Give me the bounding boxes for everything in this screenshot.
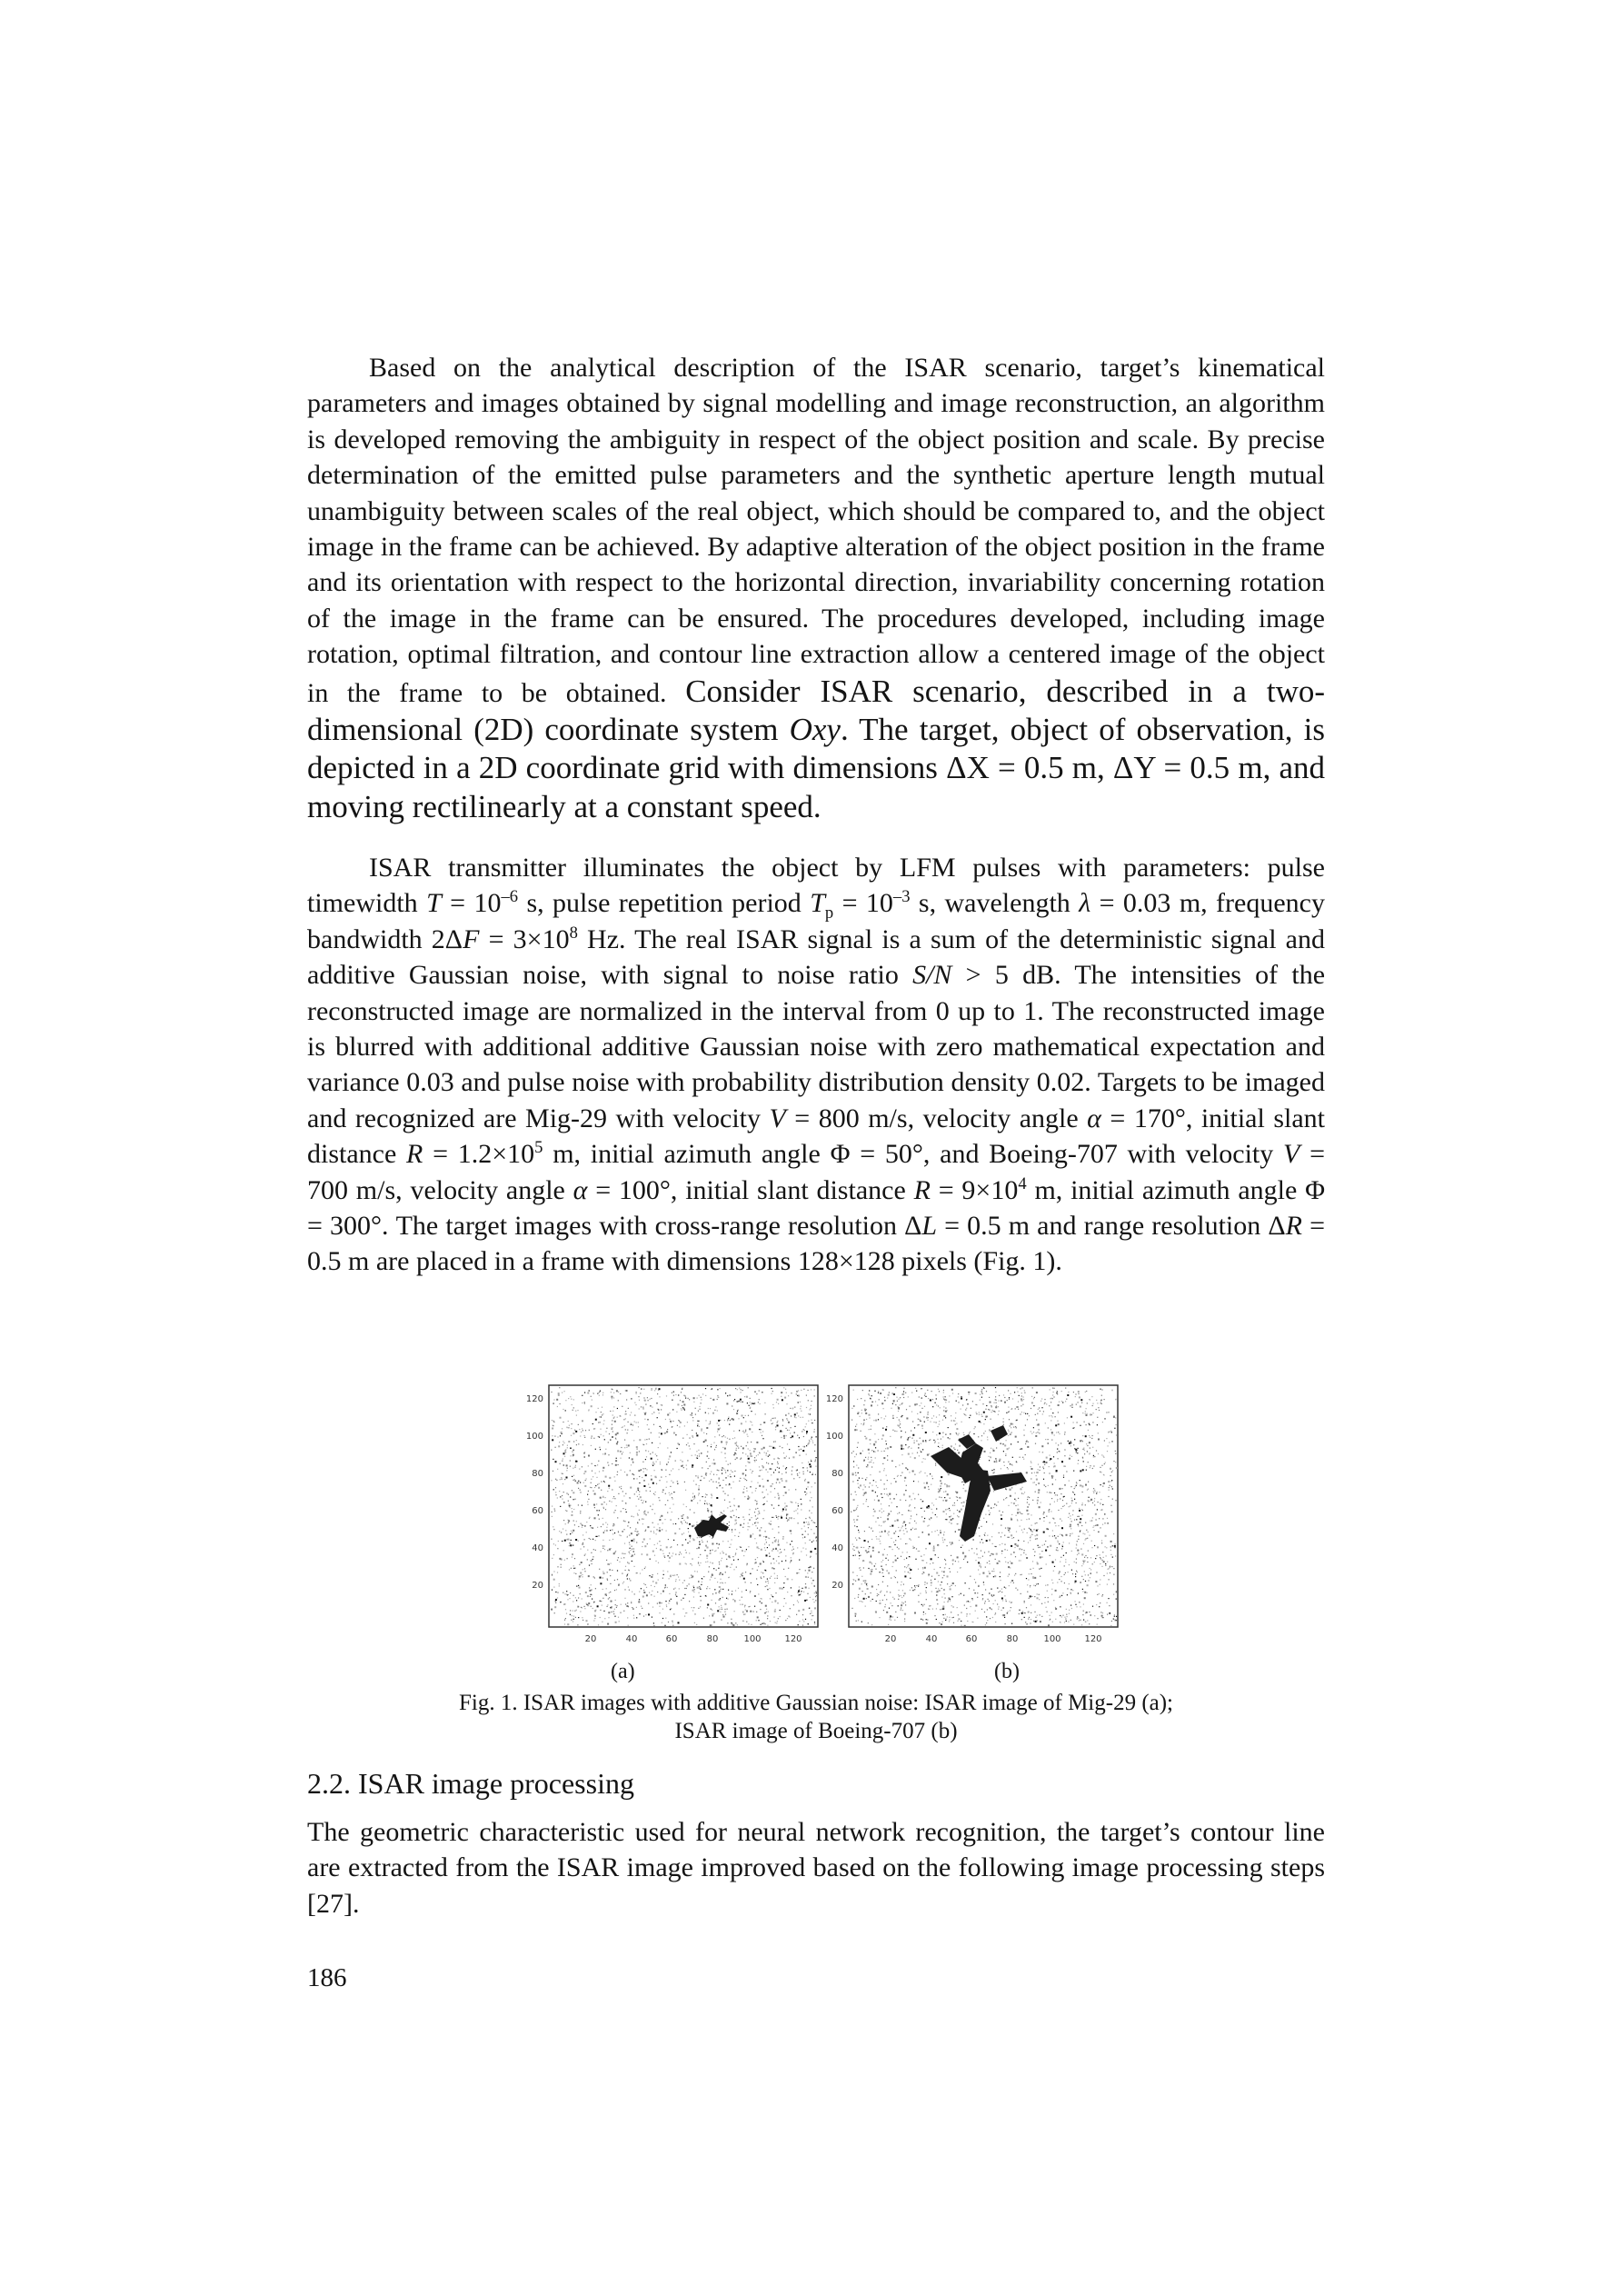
xtick-label: 100 xyxy=(1043,1634,1061,1644)
p2-text: > 5 dB. The intensities of the reconstructed image are normalized in the interval from 0 up to 1. The reconstructed image is blurred with additional additive Gaussian noise with zero mathematical expectation and variance 0.03 and pulse noise with probability distribution density 0.02. Targets to be imaged and recognized are Mig-29 with velocity xyxy=(307,960,1326,1133)
p2-text: = 0.5 m and range resolution Δ xyxy=(937,1211,1286,1242)
figure-1 xyxy=(522,1382,1121,1654)
exponent: 5 xyxy=(534,1138,543,1158)
p2-text: = 1.2×10 xyxy=(423,1139,535,1170)
ytick-label: 80 xyxy=(532,1469,543,1479)
symbol-V: V xyxy=(1283,1139,1300,1170)
symbol-SN: S/N xyxy=(912,960,952,991)
p2-text: = 170°, initial slant distance xyxy=(307,1103,1325,1170)
paragraph-3-body: The geometric characteristic used for neural network recognition, the target’s contour line are extracted from the ISAR image improved based on the following image processing steps [27]. xyxy=(307,1817,1325,1919)
paragraph-1-body xyxy=(307,350,1325,826)
p2-text: = 10 xyxy=(441,888,502,919)
xtick-label: 60 xyxy=(965,1634,978,1644)
caption-line-2: ISAR image of Boeing-707 (b) xyxy=(674,1719,958,1743)
isar-image-mig29 xyxy=(522,1382,821,1654)
p2-text: = 10 xyxy=(833,888,893,919)
page-number: 186 xyxy=(307,1963,347,1992)
p2-text: ISAR transmitter illuminates the object by LFM pulses with parameters: pulse timewidth xyxy=(307,853,1325,919)
ytick-label: 20 xyxy=(532,1581,543,1591)
xtick-label: 40 xyxy=(625,1634,638,1644)
figure-panel-b xyxy=(821,1382,1121,1654)
ytick-label: 60 xyxy=(532,1506,543,1516)
p2-text: m, initial azimuth angle Φ = 50°, and Boeing-707 with velocity xyxy=(543,1139,1284,1170)
subscript: p xyxy=(824,903,834,923)
symbol-T: T xyxy=(426,888,442,919)
isar-image-boeing707 xyxy=(821,1382,1121,1654)
paragraph-1-lead: Based on the analytical description of the ISAR scenario, target’s kinematical parameters and images obtained by signal modelling and image reconstruction, an algorithm is developed removing the ambiguity in respect of the object position and scale. By precise determination of the emitted pulse parameters and the synthetic aperture length mutual unambiguity between scales of the real object, which should be compared to, and the object image in the frame can be achieved. By adaptive alteration of the object position in the frame and its orientation with respect to the horizontal direction, invariability concerning rotation of the image in the frame can be ensured. The procedures developed, including image rotation, optimal filtration, and contour line extraction allow a centered image of the object in the frame to be obtained. xyxy=(307,353,1325,708)
section-heading: 2.2. ISAR image processing xyxy=(307,1767,634,1800)
tail-text-a: Consider ISAR scenario, described in a two-dimensional (2D) coordinate system xyxy=(307,673,1326,748)
paragraph-3 xyxy=(307,1814,1325,1922)
p2-text: = 3×10 xyxy=(479,923,570,954)
p2-text: = 800 m/s, velocity angle xyxy=(785,1103,1088,1133)
symbol-R: R xyxy=(1285,1211,1302,1242)
p2-text: = 0.03 m, frequency bandwidth 2Δ xyxy=(307,888,1325,954)
xtick-label: 20 xyxy=(584,1634,597,1644)
ytick-label: 60 xyxy=(831,1506,843,1516)
xticks-b xyxy=(885,1634,1102,1644)
tail-text-c: . The target, object of observation, is depicted in a 2D coordinate grid with dimensions xyxy=(307,712,1326,786)
p2-text: m, initial azimuth angle Φ = 300°. The target images with cross-range resolution Δ xyxy=(307,1174,1326,1242)
symbol-F: F xyxy=(463,923,480,954)
caption-line-1: Fig. 1. ISAR images with additive Gaussian noise: ISAR image of Mig-29 (a); xyxy=(458,1691,1174,1715)
tail-coord-system: Oxy xyxy=(789,712,841,748)
figure-panel-a xyxy=(522,1382,821,1654)
yticks-b xyxy=(826,1394,843,1591)
paragraph-2-body xyxy=(307,850,1325,1280)
xtick-label: 60 xyxy=(665,1634,678,1644)
ytick-label: 40 xyxy=(831,1543,843,1553)
p2-text: = 700 m/s, velocity angle xyxy=(307,1139,1325,1205)
ytick-label: 40 xyxy=(532,1543,543,1553)
figure-label-a: (a) xyxy=(611,1660,635,1683)
p2-text: s, pulse repetition period xyxy=(518,888,811,919)
ytick-label: 120 xyxy=(525,1394,543,1404)
ytick-label: 100 xyxy=(825,1432,843,1442)
p2-text: Hz. The real ISAR signal is a sum of the deterministic signal and additive Gaussian noise, with signal to noise ratio xyxy=(307,923,1326,991)
xtick-label: 100 xyxy=(743,1634,762,1644)
exponent: 8 xyxy=(569,923,578,943)
xtick-label: 20 xyxy=(884,1634,897,1644)
symbol-R: R xyxy=(406,1139,423,1170)
symbol-lambda: λ xyxy=(1079,888,1091,919)
symbol-alpha: α xyxy=(1087,1103,1101,1133)
xtick-label: 80 xyxy=(706,1634,719,1644)
symbol-R: R xyxy=(913,1174,931,1205)
tail-grid-dimensions: ΔX = 0.5 m, ΔY = 0.5 m xyxy=(946,750,1263,786)
paragraph-2 xyxy=(307,850,1325,1280)
xticks-a xyxy=(585,1634,802,1644)
tail-text-e: , and moving rectilinearly at a constant speed. xyxy=(307,750,1325,824)
paragraph-1 xyxy=(307,350,1325,826)
yticks-a xyxy=(526,1394,543,1591)
figure-label-b: (b) xyxy=(994,1660,1020,1683)
ytick-label: 120 xyxy=(825,1394,843,1404)
p2-text: = 100°, initial slant distance xyxy=(587,1174,914,1205)
xtick-label: 120 xyxy=(1084,1634,1102,1644)
symbol-alpha: α xyxy=(573,1174,588,1205)
ytick-label: 20 xyxy=(831,1581,843,1591)
symbol-Tp: T xyxy=(810,888,825,919)
exponent: –3 xyxy=(892,887,911,907)
p2-text: = 9×10 xyxy=(930,1174,1019,1205)
ytick-label: 100 xyxy=(525,1432,543,1442)
p2-text: = 0.5 m are placed in a frame with dimensions 128×128 pixels (Fig. 1). xyxy=(307,1211,1325,1277)
xtick-label: 40 xyxy=(925,1634,938,1644)
exponent: –6 xyxy=(501,887,519,907)
symbol-L: L xyxy=(921,1211,938,1242)
p2-text: s, wavelength xyxy=(910,888,1080,919)
ytick-label: 80 xyxy=(831,1469,843,1479)
symbol-V: V xyxy=(769,1103,786,1133)
xtick-label: 120 xyxy=(784,1634,802,1644)
figure-caption xyxy=(307,1689,1325,1745)
exponent: 4 xyxy=(1018,1173,1027,1193)
xtick-label: 80 xyxy=(1006,1634,1019,1644)
